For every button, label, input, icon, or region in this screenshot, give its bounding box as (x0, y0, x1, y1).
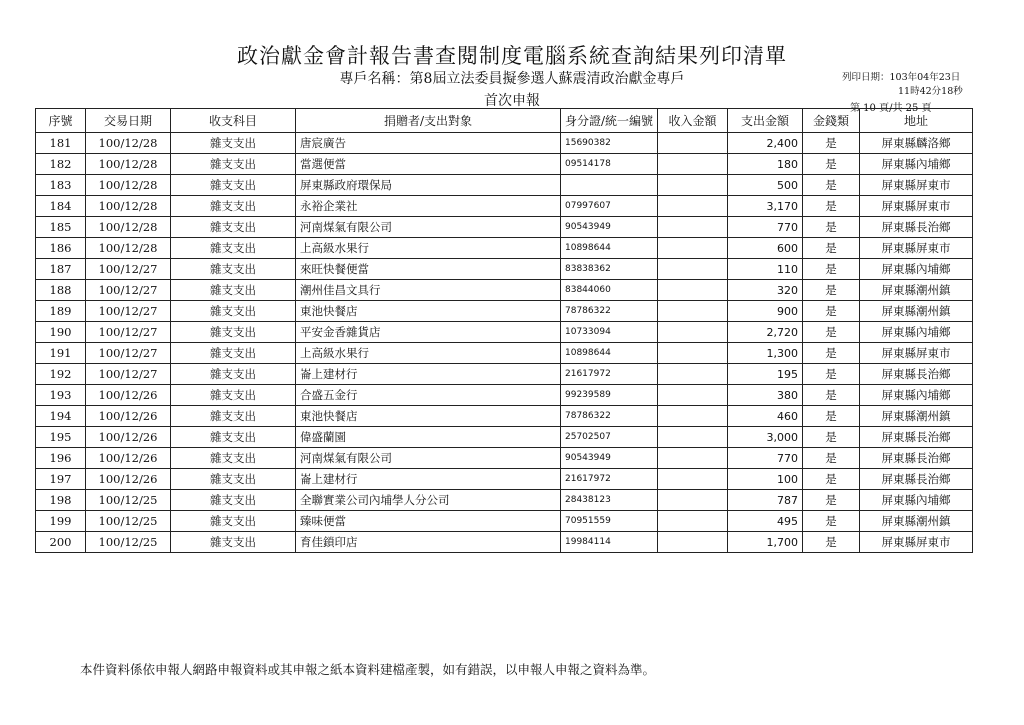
table-row (36, 154, 973, 175)
row-party: 上高級水果行 (296, 343, 561, 364)
row-date: 100/12/26 (86, 427, 171, 448)
row-address: 屏東縣麟洛鄉 (860, 133, 973, 154)
row-category: 雜支支出 (171, 322, 296, 343)
table-row (36, 280, 973, 301)
row-category: 雜支支出 (171, 364, 296, 385)
table-row (36, 490, 973, 511)
row-address: 屏東縣內埔鄉 (860, 385, 973, 406)
row-type: 是 (803, 364, 860, 385)
table-row (36, 217, 973, 238)
table-row (36, 259, 973, 280)
row-type: 是 (803, 217, 860, 238)
row-type: 是 (803, 280, 860, 301)
row-expense: 3,170 (728, 196, 803, 217)
row-category: 雜支支出 (171, 238, 296, 259)
row-income (658, 301, 728, 322)
row-number: 195 (36, 427, 86, 448)
page-info: 第 10 頁/共 25 頁 (850, 103, 932, 114)
row-id: 78786322 (561, 406, 658, 427)
row-number: 186 (36, 238, 86, 259)
page-title: 政治獻金會計報告書查閱制度電腦系統查詢結果列印清單 (237, 44, 787, 68)
row-date: 100/12/27 (86, 301, 171, 322)
table-row (36, 448, 973, 469)
row-date: 100/12/26 (86, 385, 171, 406)
row-party: 東池快餐店 (296, 406, 561, 427)
row-number: 190 (36, 322, 86, 343)
row-income (658, 511, 728, 532)
row-id: 99239589 (561, 385, 658, 406)
column-header: 金錢類 (803, 109, 860, 133)
row-income (658, 238, 728, 259)
row-category: 雜支支出 (171, 280, 296, 301)
row-type: 是 (803, 343, 860, 364)
row-party: 東池快餐店 (296, 301, 561, 322)
row-party: 永裕企業社 (296, 196, 561, 217)
row-id: 90543949 (561, 217, 658, 238)
row-date: 100/12/28 (86, 154, 171, 175)
row-party: 全聯實業公司內埔學人分公司 (296, 490, 561, 511)
row-date: 100/12/27 (86, 364, 171, 385)
table-row (36, 532, 973, 553)
table-row (36, 364, 973, 385)
account-name: 專戶名稱：第8屆立法委員擬參選人蘇震清政治獻金專戶 (339, 71, 685, 87)
table-row (36, 238, 973, 259)
row-category: 雜支支出 (171, 469, 296, 490)
row-expense: 770 (728, 217, 803, 238)
row-id: 21617972 (561, 469, 658, 490)
row-date: 100/12/28 (86, 196, 171, 217)
row-expense: 500 (728, 175, 803, 196)
row-address: 屏東縣屏東市 (860, 343, 973, 364)
row-number: 185 (36, 217, 86, 238)
row-expense: 195 (728, 364, 803, 385)
row-category: 雜支支出 (171, 427, 296, 448)
column-header: 序號 (36, 109, 86, 133)
print-time: 11時42分18秒 (898, 86, 963, 97)
row-address: 屏東縣長治鄉 (860, 364, 973, 385)
row-date: 100/12/25 (86, 511, 171, 532)
row-id: 10898644 (561, 238, 658, 259)
row-income (658, 469, 728, 490)
column-header: 交易日期 (86, 109, 171, 133)
row-type: 是 (803, 175, 860, 196)
row-expense: 495 (728, 511, 803, 532)
table-row (36, 322, 973, 343)
row-number: 193 (36, 385, 86, 406)
column-header: 支出金額 (728, 109, 803, 133)
table-row (36, 196, 973, 217)
row-type: 是 (803, 322, 860, 343)
row-income (658, 406, 728, 427)
row-date: 100/12/28 (86, 217, 171, 238)
row-category: 雜支支出 (171, 343, 296, 364)
row-type: 是 (803, 469, 860, 490)
report-type: 首次申報 (484, 93, 540, 109)
row-expense: 770 (728, 448, 803, 469)
row-number: 199 (36, 511, 86, 532)
row-type: 是 (803, 406, 860, 427)
row-type: 是 (803, 448, 860, 469)
row-id: 83838362 (561, 259, 658, 280)
row-date: 100/12/27 (86, 322, 171, 343)
row-id: 09514178 (561, 154, 658, 175)
row-category: 雜支支出 (171, 175, 296, 196)
row-id: 70951559 (561, 511, 658, 532)
row-date: 100/12/25 (86, 532, 171, 553)
row-party: 崙上建材行 (296, 364, 561, 385)
row-number: 198 (36, 490, 86, 511)
row-type: 是 (803, 490, 860, 511)
row-address: 屏東縣內埔鄉 (860, 259, 973, 280)
row-party: 潮州佳昌文具行 (296, 280, 561, 301)
row-date: 100/12/26 (86, 406, 171, 427)
row-number: 192 (36, 364, 86, 385)
table-row (36, 343, 973, 364)
table-body (36, 133, 973, 553)
row-category: 雜支支出 (171, 196, 296, 217)
row-income (658, 490, 728, 511)
row-income (658, 175, 728, 196)
row-party: 來旺快餐便當 (296, 259, 561, 280)
table-row (36, 469, 973, 490)
row-address: 屏東縣屏東市 (860, 238, 973, 259)
row-category: 雜支支出 (171, 406, 296, 427)
table-row (36, 427, 973, 448)
row-party: 屏東縣政府環保局 (296, 175, 561, 196)
row-id: 15690382 (561, 133, 658, 154)
row-expense: 180 (728, 154, 803, 175)
row-expense: 1,700 (728, 532, 803, 553)
row-address: 屏東縣長治鄉 (860, 469, 973, 490)
table-row (36, 175, 973, 196)
row-date: 100/12/25 (86, 490, 171, 511)
row-party: 平安金香雜貨店 (296, 322, 561, 343)
row-category: 雜支支出 (171, 490, 296, 511)
row-party: 上高級水果行 (296, 238, 561, 259)
records-table (35, 108, 973, 553)
row-address: 屏東縣潮州鎮 (860, 406, 973, 427)
table-row (36, 385, 973, 406)
row-expense: 787 (728, 490, 803, 511)
row-address: 屏東縣內埔鄉 (860, 322, 973, 343)
row-number: 189 (36, 301, 86, 322)
row-income (658, 154, 728, 175)
row-party: 河南煤氣有限公司 (296, 217, 561, 238)
row-category: 雜支支出 (171, 532, 296, 553)
row-address: 屏東縣潮州鎮 (860, 301, 973, 322)
row-address: 屏東縣潮州鎮 (860, 280, 973, 301)
table-row (36, 511, 973, 532)
row-address: 屏東縣內埔鄉 (860, 154, 973, 175)
row-number: 200 (36, 532, 86, 553)
row-party: 偉盛蘭園 (296, 427, 561, 448)
row-income (658, 217, 728, 238)
row-type: 是 (803, 259, 860, 280)
row-expense: 600 (728, 238, 803, 259)
row-party: 臻味便當 (296, 511, 561, 532)
row-party: 當選便當 (296, 154, 561, 175)
row-date: 100/12/27 (86, 280, 171, 301)
row-number: 197 (36, 469, 86, 490)
footer-note: 本件資料係依申報人網路申報資料或其申報之紙本資料建檔產製，如有錯誤，以申報人申報之資料為準。 (80, 662, 656, 677)
row-id: 10733094 (561, 322, 658, 343)
row-party: 唐宸廣告 (296, 133, 561, 154)
row-income (658, 532, 728, 553)
row-type: 是 (803, 301, 860, 322)
row-category: 雜支支出 (171, 448, 296, 469)
table-header-row (36, 109, 973, 133)
row-category: 雜支支出 (171, 217, 296, 238)
row-type: 是 (803, 238, 860, 259)
table-row (36, 133, 973, 154)
table-row (36, 406, 973, 427)
row-type: 是 (803, 133, 860, 154)
row-income (658, 427, 728, 448)
row-type: 是 (803, 532, 860, 553)
row-number: 188 (36, 280, 86, 301)
row-type: 是 (803, 511, 860, 532)
row-type: 是 (803, 385, 860, 406)
row-address: 屏東縣屏東市 (860, 175, 973, 196)
row-id: 25702507 (561, 427, 658, 448)
row-number: 187 (36, 259, 86, 280)
row-address: 屏東縣長治鄉 (860, 427, 973, 448)
row-category: 雜支支出 (171, 511, 296, 532)
row-date: 100/12/27 (86, 343, 171, 364)
row-id: 78786322 (561, 301, 658, 322)
row-address: 屏東縣屏東市 (860, 196, 973, 217)
row-id: 07997607 (561, 196, 658, 217)
row-id: 10898644 (561, 343, 658, 364)
row-date: 100/12/26 (86, 448, 171, 469)
row-income (658, 385, 728, 406)
row-number: 182 (36, 154, 86, 175)
row-category: 雜支支出 (171, 301, 296, 322)
column-header: 收入金額 (658, 109, 728, 133)
row-income (658, 259, 728, 280)
row-expense: 900 (728, 301, 803, 322)
row-address: 屏東縣長治鄉 (860, 217, 973, 238)
column-header: 收支科目 (171, 109, 296, 133)
row-expense: 100 (728, 469, 803, 490)
row-income (658, 133, 728, 154)
row-id: 28438123 (561, 490, 658, 511)
row-type: 是 (803, 196, 860, 217)
row-number: 196 (36, 448, 86, 469)
row-income (658, 322, 728, 343)
row-category: 雜支支出 (171, 385, 296, 406)
row-income (658, 448, 728, 469)
row-expense: 1,300 (728, 343, 803, 364)
row-id: 19984114 (561, 532, 658, 553)
row-id (561, 175, 658, 196)
row-date: 100/12/27 (86, 259, 171, 280)
row-type: 是 (803, 427, 860, 448)
row-date: 100/12/28 (86, 238, 171, 259)
row-category: 雜支支出 (171, 133, 296, 154)
row-income (658, 196, 728, 217)
row-expense: 2,720 (728, 322, 803, 343)
row-party: 育佳鎖印店 (296, 532, 561, 553)
row-expense: 3,000 (728, 427, 803, 448)
row-address: 屏東縣長治鄉 (860, 448, 973, 469)
row-address: 屏東縣屏東市 (860, 532, 973, 553)
row-id: 83844060 (561, 280, 658, 301)
row-number: 191 (36, 343, 86, 364)
row-type: 是 (803, 154, 860, 175)
row-number: 194 (36, 406, 86, 427)
table-row (36, 301, 973, 322)
row-expense: 380 (728, 385, 803, 406)
row-expense: 460 (728, 406, 803, 427)
row-income (658, 343, 728, 364)
row-expense: 320 (728, 280, 803, 301)
row-category: 雜支支出 (171, 154, 296, 175)
row-date: 100/12/26 (86, 469, 171, 490)
row-address: 屏東縣潮州鎮 (860, 511, 973, 532)
column-header: 身分證/統一編號 (561, 109, 658, 133)
row-party: 合盛五金行 (296, 385, 561, 406)
row-date: 100/12/28 (86, 175, 171, 196)
row-id: 21617972 (561, 364, 658, 385)
row-number: 181 (36, 133, 86, 154)
row-id: 90543949 (561, 448, 658, 469)
print-date: 列印日期：103年04年23日 (842, 72, 961, 83)
row-party: 河南煤氣有限公司 (296, 448, 561, 469)
row-party: 崙上建材行 (296, 469, 561, 490)
column-header: 地址 (860, 109, 973, 133)
row-income (658, 280, 728, 301)
column-header: 捐贈者/支出對象 (296, 109, 561, 133)
row-income (658, 364, 728, 385)
row-category: 雜支支出 (171, 259, 296, 280)
row-address: 屏東縣內埔鄉 (860, 490, 973, 511)
row-expense: 110 (728, 259, 803, 280)
row-expense: 2,400 (728, 133, 803, 154)
row-date: 100/12/28 (86, 133, 171, 154)
row-number: 184 (36, 196, 86, 217)
row-number: 183 (36, 175, 86, 196)
